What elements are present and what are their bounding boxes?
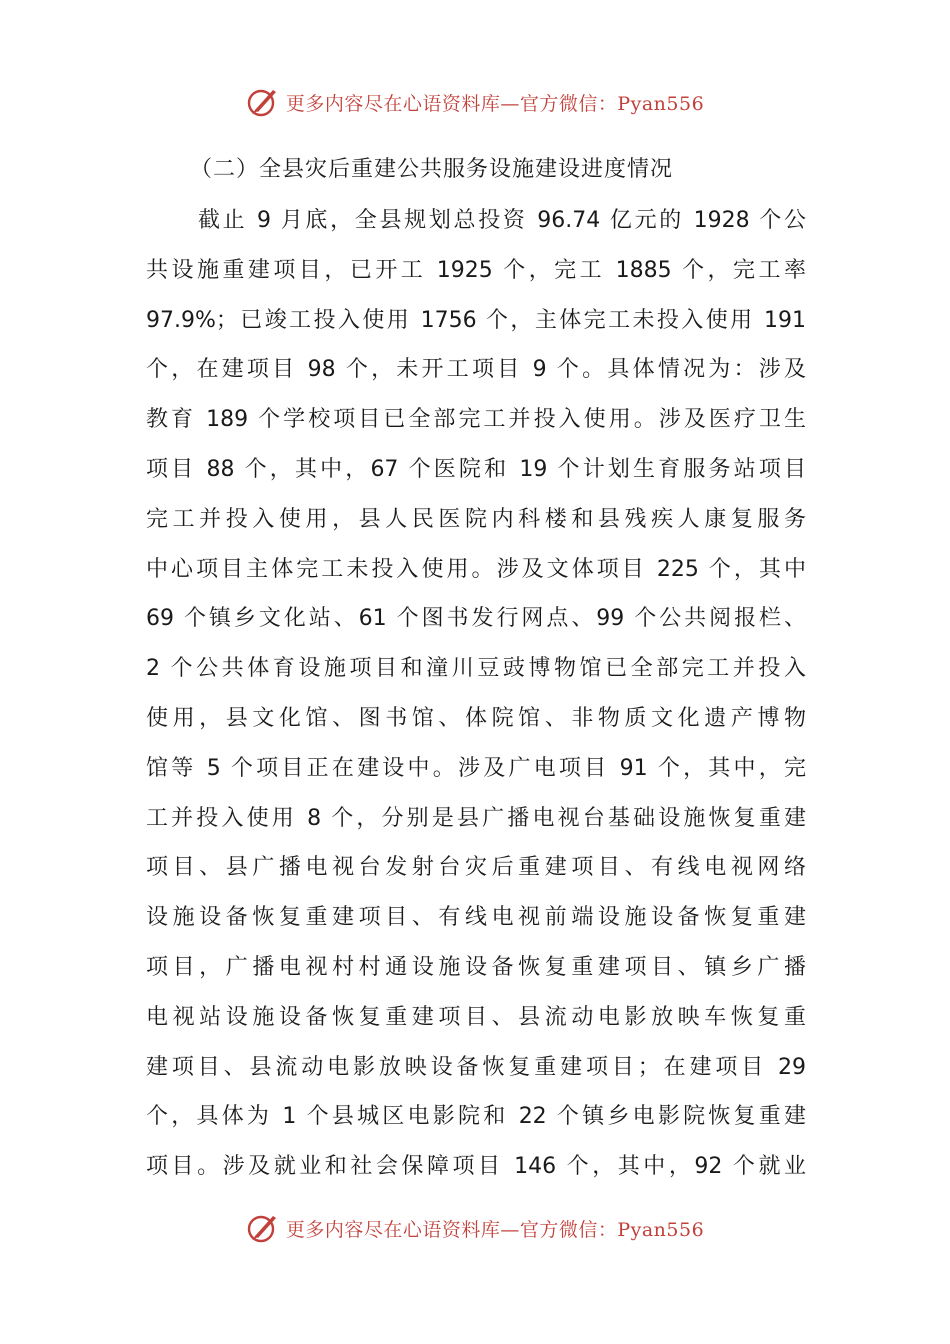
body-line: 使用，县文化馆、图书馆、体院馆、非物质文化遗产博物	[146, 705, 806, 731]
body-line: 项目，广播电视村村通设施设备恢复重建项目、镇乡广播	[146, 954, 806, 980]
body-line: 97.9%；已竣工投入使用 1756 个，主体完工未投入使用 191	[146, 307, 806, 333]
body-line: 项目 88 个，其中，67 个医院和 19 个计划生育服务站项目	[146, 456, 806, 482]
section-heading: （二）全县灾后重建公共服务设施建设进度情况	[190, 157, 674, 182]
body-line: 工并投入使用 8 个，分别是县广播电视台基础设施恢复重建	[146, 805, 806, 831]
body-line: 电视站设施设备恢复重建项目、县流动电影放映车恢复重	[146, 1004, 806, 1030]
body-line: 完工并投入使用，县人民医院内科楼和县残疾人康复服务	[146, 506, 806, 532]
body-line: 共设施重建项目，已开工 1925 个，完工 1885 个，完工率	[146, 257, 806, 283]
header-banner	[0, 82, 950, 122]
body-line: 2 个公共体育设施项目和潼川豆豉博物馆已全部完工并投入	[146, 656, 806, 682]
quill-pen-in-circle-icon	[246, 85, 280, 119]
body-line: 项目。涉及就业和社会保障项目 146 个，其中，92 个就业	[146, 1154, 806, 1180]
body-line: 中心项目主体完工未投入使用。涉及文体项目 225 个，其中	[146, 556, 806, 582]
header-banner-text: 更多内容尽在心语资料库—官方微信：Pyan556	[285, 92, 705, 115]
body-line: 个，在建项目 98 个，未开工项目 9 个。具体情况为：涉及	[146, 357, 806, 383]
body-paragraph	[146, 196, 806, 1192]
body-line: 截止 9 月底，全县规划总投资 96.74 亿元的 1928 个公	[198, 208, 806, 233]
body-line: 69 个镇乡文化站、61 个图书发行网点、99 个公共阅报栏、	[146, 606, 806, 632]
quill-pen-in-circle-icon	[246, 1211, 280, 1245]
body-line: 建项目、县流动电影放映设备恢复重建项目；在建项目 29	[146, 1054, 806, 1080]
body-line: 设施设备恢复重建项目、有线电视前端设施设备恢复重建	[146, 905, 806, 931]
body-line: 教育 189 个学校项目已全部完工并投入使用。涉及医疗卫生	[146, 407, 806, 433]
footer-banner	[0, 1208, 950, 1248]
body-line: 项目、县广播电视台发射台灾后重建项目、有线电视网络	[146, 855, 806, 881]
body-line: 个，具体为 1 个县城区电影院和 22 个镇乡电影院恢复重建	[146, 1104, 806, 1130]
body-line: 馆等 5 个项目正在建设中。涉及广电项目 91 个，其中，完	[146, 755, 806, 781]
footer-banner-text: 更多内容尽在心语资料库—官方微信：Pyan556	[285, 1218, 705, 1241]
